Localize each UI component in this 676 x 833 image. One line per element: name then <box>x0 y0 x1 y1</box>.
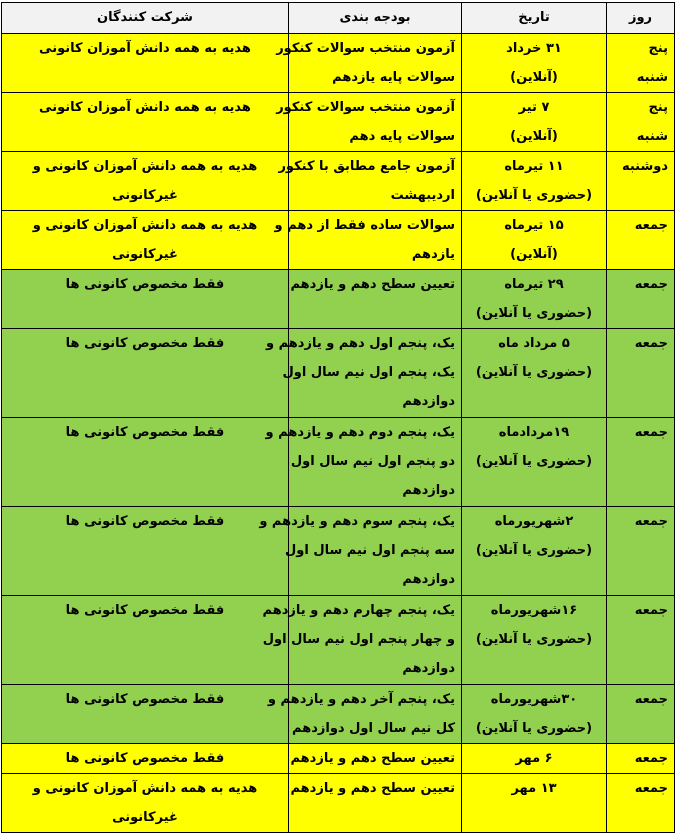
cell-topic <box>262 596 462 685</box>
topic-line: تعیین سطح دهم و یازدهم <box>290 277 455 292</box>
date-line: ۱۱ تیرماه <box>504 159 564 174</box>
cell-day: جمعه <box>607 507 675 596</box>
date-line: ۱۳ مهر <box>511 781 557 796</box>
table-row <box>2 211 675 270</box>
table-row <box>2 329 675 418</box>
cell-date <box>462 152 607 211</box>
cell-participants: هدیه به همه دانش آموزان کانونی و غیرکانونی <box>2 774 289 833</box>
topic-line: سوالات پایه یازدهم <box>332 70 455 85</box>
date-line: (حضوری یا آنلاین) <box>475 306 593 321</box>
cell-participants: فقط مخصوص کانونی ها <box>2 418 289 507</box>
cell-topic <box>265 418 462 507</box>
topic-line: آزمون منتخب سوالات کنکور <box>276 100 455 115</box>
topic-line: دوازدهم <box>402 661 455 676</box>
cell-participants: فقط مخصوص کانونی ها <box>2 270 289 329</box>
cell-topic <box>289 744 462 774</box>
table-row <box>2 270 675 329</box>
topic-line: دوازدهم <box>402 572 455 587</box>
date-line: ۳۰شهریورماه <box>490 692 578 707</box>
cell-date <box>462 774 607 833</box>
header-participants: شرکت کنندگان <box>2 3 289 34</box>
cell-day: پنج شنبه <box>607 93 675 152</box>
cell-topic <box>276 93 462 152</box>
cell-day: جمعه <box>607 744 675 774</box>
cell-topic <box>289 774 462 833</box>
topic-line: سوالات ساده فقط از دهم و <box>274 218 455 233</box>
cell-participants: فقط مخصوص کانونی ها <box>2 329 289 418</box>
cell-day: جمعه <box>607 596 675 685</box>
topic-line: یک، پنجم اول نیم سال اول <box>282 365 455 380</box>
topic-line: تعیین سطح دهم و یازدهم <box>290 751 455 766</box>
cell-date <box>462 329 607 418</box>
header-topic: بودجه بندی <box>289 3 462 34</box>
cell-participants: هدیه به همه دانش آموزان کانونی و غیرکانونی <box>2 152 289 211</box>
topic-line: یک، پنجم سوم دهم و یازدهم و <box>259 514 455 529</box>
cell-participants: هدیه به همه دانش آموزان کانونی <box>2 34 289 93</box>
cell-topic <box>267 685 462 744</box>
date-line: ۳۱ خرداد <box>506 41 562 56</box>
table-row <box>2 152 675 211</box>
topic-line: آزمون جامع مطابق با کنکور <box>278 159 455 174</box>
cell-date <box>462 685 607 744</box>
cell-topic <box>276 34 462 93</box>
topic-line: یک، پنجم چهارم دهم و یازدهم <box>262 603 455 618</box>
table-row <box>2 596 675 685</box>
date-line: (حضوری یا آنلاین) <box>475 632 593 647</box>
table-body <box>2 34 675 833</box>
header-row <box>2 3 675 34</box>
date-line: (حضوری یا آنلاین) <box>475 365 593 380</box>
cell-participants: هدیه به همه دانش آموزان کانونی و غیرکانونی <box>2 211 289 270</box>
topic-line: یک، پنجم اول دهم و یازدهم و <box>265 336 455 351</box>
cell-day: جمعه <box>607 418 675 507</box>
cell-topic <box>278 152 462 211</box>
topic-line: سه پنجم اول نیم سال اول <box>284 543 455 558</box>
topic-line: دو پنجم اول نیم سال اول <box>290 454 455 469</box>
cell-day: جمعه <box>607 685 675 744</box>
cell-topic <box>259 507 462 596</box>
date-line: ۱۶شهریورماه <box>490 603 578 618</box>
topic-line: کل نیم سال اول دوازدهم <box>292 721 455 736</box>
cell-topic <box>289 270 462 329</box>
date-line: ۶ مهر <box>515 751 553 766</box>
table-row <box>2 93 675 152</box>
header-day: روز <box>607 3 675 34</box>
cell-day: جمعه <box>607 270 675 329</box>
table-row <box>2 685 675 744</box>
topic-line: یک، پنجم دوم دهم و یازدهم و <box>265 425 455 440</box>
topic-line: دوازدهم <box>402 394 455 409</box>
date-line: ۲۹ تیرماه <box>504 277 564 292</box>
date-line: (حضوری یا آنلاین) <box>475 721 593 736</box>
date-line: ۵ مرداد ماه <box>498 336 570 351</box>
cell-participants: فقط مخصوص کانونی ها <box>2 596 289 685</box>
cell-participants: هدیه به همه دانش آموزان کانونی <box>2 93 289 152</box>
cell-topic <box>274 211 462 270</box>
cell-participants: فقط مخصوص کانونی ها <box>2 507 289 596</box>
date-line: ۷ تیر <box>518 100 550 115</box>
table-row <box>2 744 675 774</box>
topic-line: آزمون منتخب سوالات کنکور <box>276 41 455 56</box>
date-line: ۱۵ تیرماه <box>504 218 564 233</box>
topic-line: یک، پنجم آخر دهم و یازدهم و <box>267 692 455 707</box>
cell-day: پنج شنبه <box>607 34 675 93</box>
date-line: (حضوری یا آنلاین) <box>475 188 593 203</box>
cell-date <box>462 744 607 774</box>
date-line: (آنلاین) <box>510 70 558 85</box>
cell-date <box>462 211 607 270</box>
table-row <box>2 774 675 833</box>
cell-topic <box>265 329 462 418</box>
cell-day: دوشنبه <box>607 152 675 211</box>
cell-day: جمعه <box>607 329 675 418</box>
table-row <box>2 34 675 93</box>
date-line: ۲شهریورماه <box>494 514 574 529</box>
table-row <box>2 507 675 596</box>
header-date: تاریخ <box>462 3 607 34</box>
date-line: (حضوری یا آنلاین) <box>475 454 593 469</box>
cell-date <box>462 596 607 685</box>
topic-line: تعیین سطح دهم و یازدهم <box>290 781 455 796</box>
date-line: ۱۹مردادماه <box>498 425 570 440</box>
cell-date <box>462 418 607 507</box>
date-line: (حضوری یا آنلاین) <box>475 543 593 558</box>
table-row <box>2 418 675 507</box>
cell-participants: فقط مخصوص کانونی ها <box>2 685 289 744</box>
topic-line: سوالات پایه دهم <box>349 129 455 144</box>
cell-participants: فقط مخصوص کانونی ها <box>2 744 289 774</box>
topic-line: اردیبهشت <box>390 188 455 203</box>
exam-schedule-table <box>1 2 675 833</box>
date-line: (آنلاین) <box>510 247 558 262</box>
cell-date <box>462 34 607 93</box>
cell-day: جمعه <box>607 774 675 833</box>
topic-line: و چهار پنجم اول نیم سال اول <box>262 632 455 647</box>
cell-date <box>462 93 607 152</box>
date-line: (آنلاین) <box>510 129 558 144</box>
cell-date <box>462 507 607 596</box>
cell-date <box>462 270 607 329</box>
topic-line: یازدهم <box>411 247 455 262</box>
topic-line: دوازدهم <box>402 483 455 498</box>
cell-day: جمعه <box>607 211 675 270</box>
